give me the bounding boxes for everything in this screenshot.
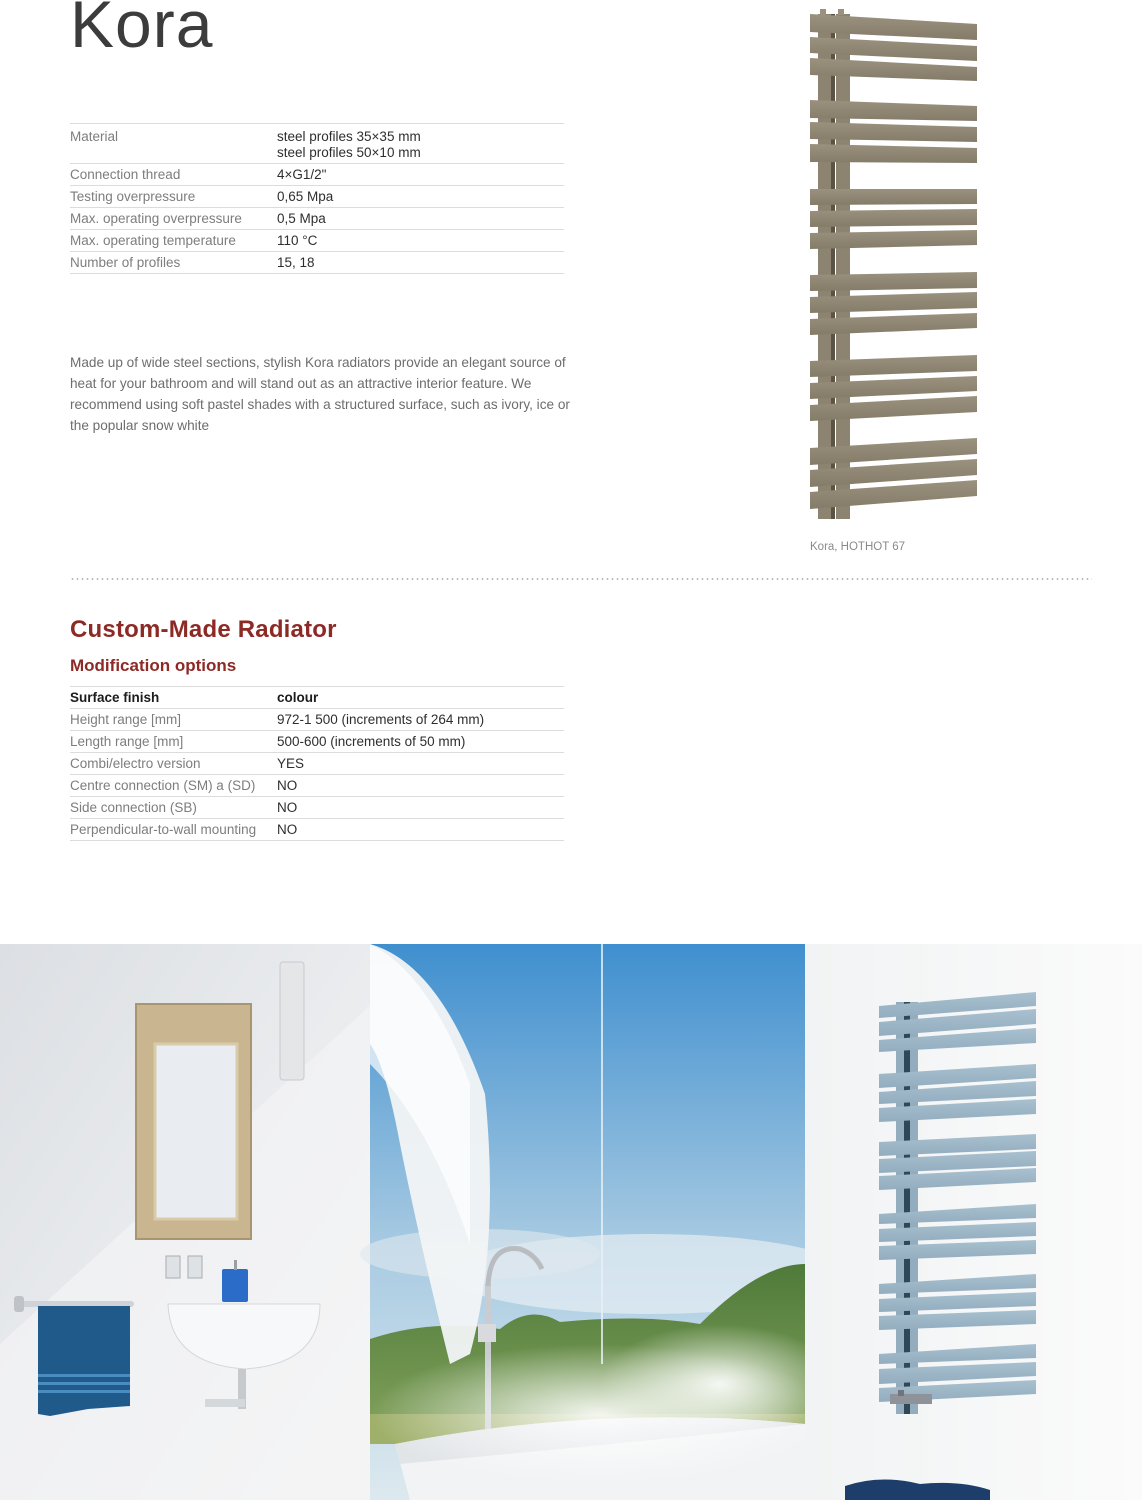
mod-label: Centre connection (SM) a (SD) <box>70 775 277 797</box>
mod-value: colour <box>277 687 564 709</box>
spec-value: 4×G1/2" <box>277 164 564 186</box>
bathroom-lifestyle-photo <box>0 944 1142 1500</box>
mod-value: 972-1 500 (increments of 264 mm) <box>277 709 564 731</box>
mod-row <box>70 731 564 753</box>
spec-row <box>70 208 564 230</box>
product-title: Kora <box>70 0 214 61</box>
spec-label: Material <box>70 124 277 164</box>
spec-row <box>70 230 564 252</box>
spec-table <box>70 123 564 274</box>
mod-label: Surface finish <box>70 687 277 709</box>
spec-value-line: steel profiles 50×10 mm <box>277 145 421 160</box>
mod-label: Length range [mm] <box>70 731 277 753</box>
product-image-caption: Kora, HOTHOT 67 <box>810 541 906 553</box>
spec-value: 0,5 Mpa <box>277 208 564 230</box>
product-image-radiator <box>806 6 982 524</box>
mod-value: YES <box>277 753 564 775</box>
spec-label: Testing overpressure <box>70 186 277 208</box>
mod-value: 500-600 (increments of 50 mm) <box>277 731 564 753</box>
spec-value-line: steel profiles 35×35 mm <box>277 129 421 144</box>
mod-row-header <box>70 687 564 709</box>
spec-row-material <box>70 124 564 164</box>
spec-value: 15, 18 <box>277 252 564 274</box>
mod-value: NO <box>277 797 564 819</box>
mod-row <box>70 753 564 775</box>
mod-row <box>70 819 564 841</box>
section-subtitle: Modification options <box>70 656 237 675</box>
mod-label: Side connection (SB) <box>70 797 277 819</box>
mod-row <box>70 709 564 731</box>
spec-value: 110 °C <box>277 230 564 252</box>
mod-label: Combi/electro version <box>70 753 277 775</box>
spec-label: Connection thread <box>70 164 277 186</box>
spec-row <box>70 164 564 186</box>
mod-value: NO <box>277 819 564 841</box>
dotted-divider <box>70 578 1092 580</box>
spec-label: Max. operating overpressure <box>70 208 277 230</box>
spec-row <box>70 186 564 208</box>
mod-value: NO <box>277 775 564 797</box>
spec-label: Max. operating temperature <box>70 230 277 252</box>
spec-value <box>277 124 564 164</box>
spec-row <box>70 252 564 274</box>
mod-row <box>70 775 564 797</box>
mod-row <box>70 797 564 819</box>
spec-label: Number of profiles <box>70 252 277 274</box>
spec-value: 0,65 Mpa <box>277 186 564 208</box>
mod-label: Perpendicular-to-wall mounting <box>70 819 277 841</box>
radiator-illustration <box>806 6 982 524</box>
mod-label: Height range [mm] <box>70 709 277 731</box>
bathroom-scene <box>0 944 1142 1500</box>
modification-options-table <box>70 686 564 841</box>
product-description: Made up of wide steel sections, stylish Kora radiators provide an elegant source of heat for your bathroom and will stand out as an attractive interior feature. We recommend using soft pastel shades with a structured surface, such as ivory, ice or the popular snow white <box>70 355 570 433</box>
section-title: Custom-Made Radiator <box>70 616 337 643</box>
